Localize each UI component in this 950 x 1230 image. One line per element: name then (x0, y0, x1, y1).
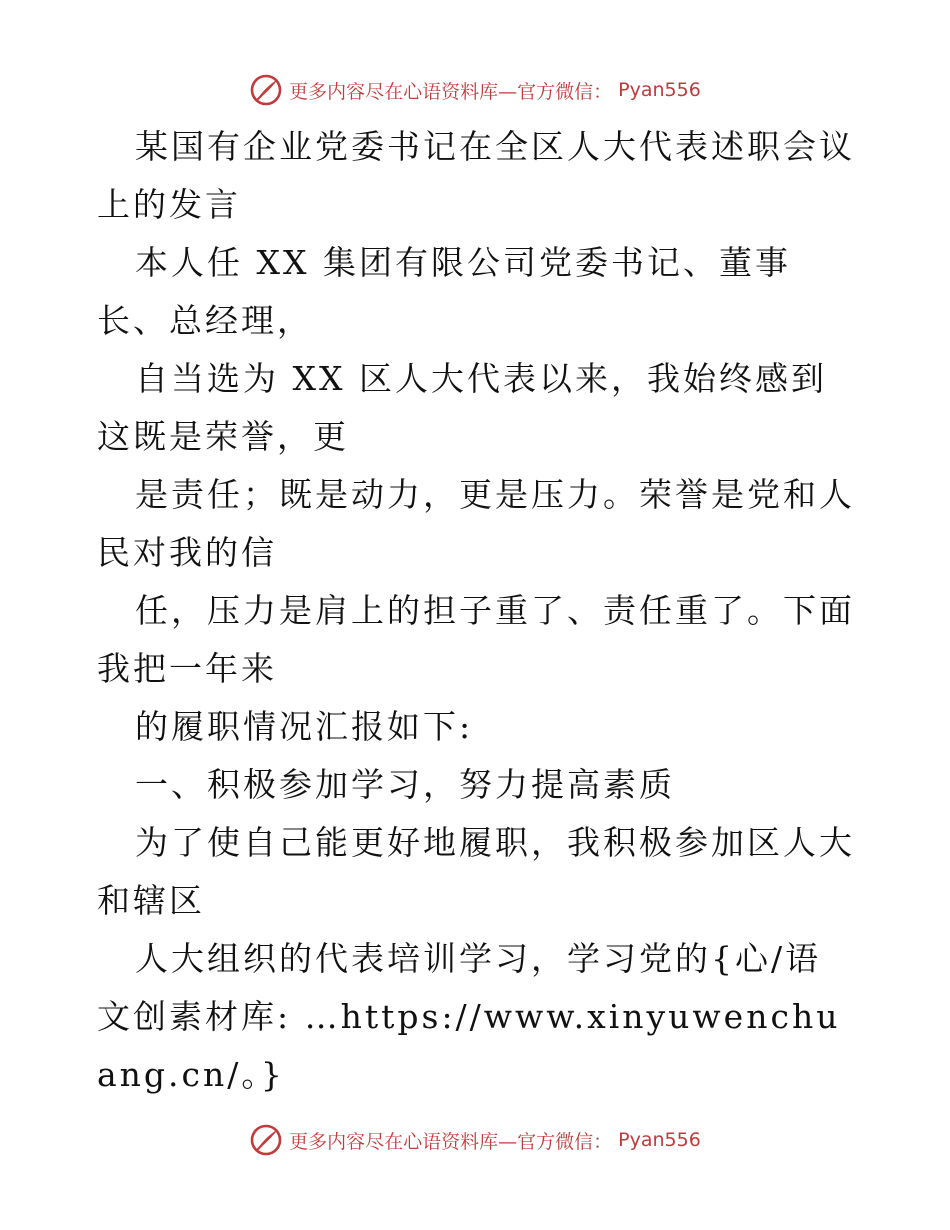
paragraph-title: 某国有企业党委书记在全区人大代表述职会议上的发言 (97, 127, 855, 224)
paragraph: 任，压力是肩上的担子重了、责任重了。下面我把一年来 (97, 591, 855, 688)
quill-logo-icon (249, 73, 283, 107)
paragraph: 本人任 XX 集团有限公司党委书记、董事长、总经理， (97, 243, 791, 340)
paragraph: 的履职情况汇报如下: (135, 707, 474, 746)
banner-text: 更多内容尽在心语资料库—官方微信： (289, 1130, 613, 1153)
paragraph: 为了使自己能更好地履职，我积极参加区人大和辖区 (97, 823, 855, 920)
header-banner (0, 70, 950, 110)
document-body (97, 118, 857, 1104)
section-heading: 一、积极参加学习，努力提高素质 (135, 765, 675, 804)
banner-wechat-id: Pyan556 (618, 79, 701, 101)
quill-logo-icon (249, 1123, 283, 1157)
paragraph: 自当选为 XX 区人大代表以来，我始终感到这既是荣誉，更 (97, 359, 827, 456)
footer-banner (0, 1120, 950, 1160)
banner-wechat-id: Pyan556 (618, 1129, 701, 1151)
paragraph: 是责任；既是动力，更是压力。荣誉是党和人民对我的信 (97, 475, 855, 572)
banner-text: 更多内容尽在心语资料库—官方微信： (289, 80, 613, 103)
paragraph: 人大组织的代表培训学习，学习党的{心/语文创素材库: …https://www.xinyuwenchuang.cn/。} (97, 939, 841, 1094)
